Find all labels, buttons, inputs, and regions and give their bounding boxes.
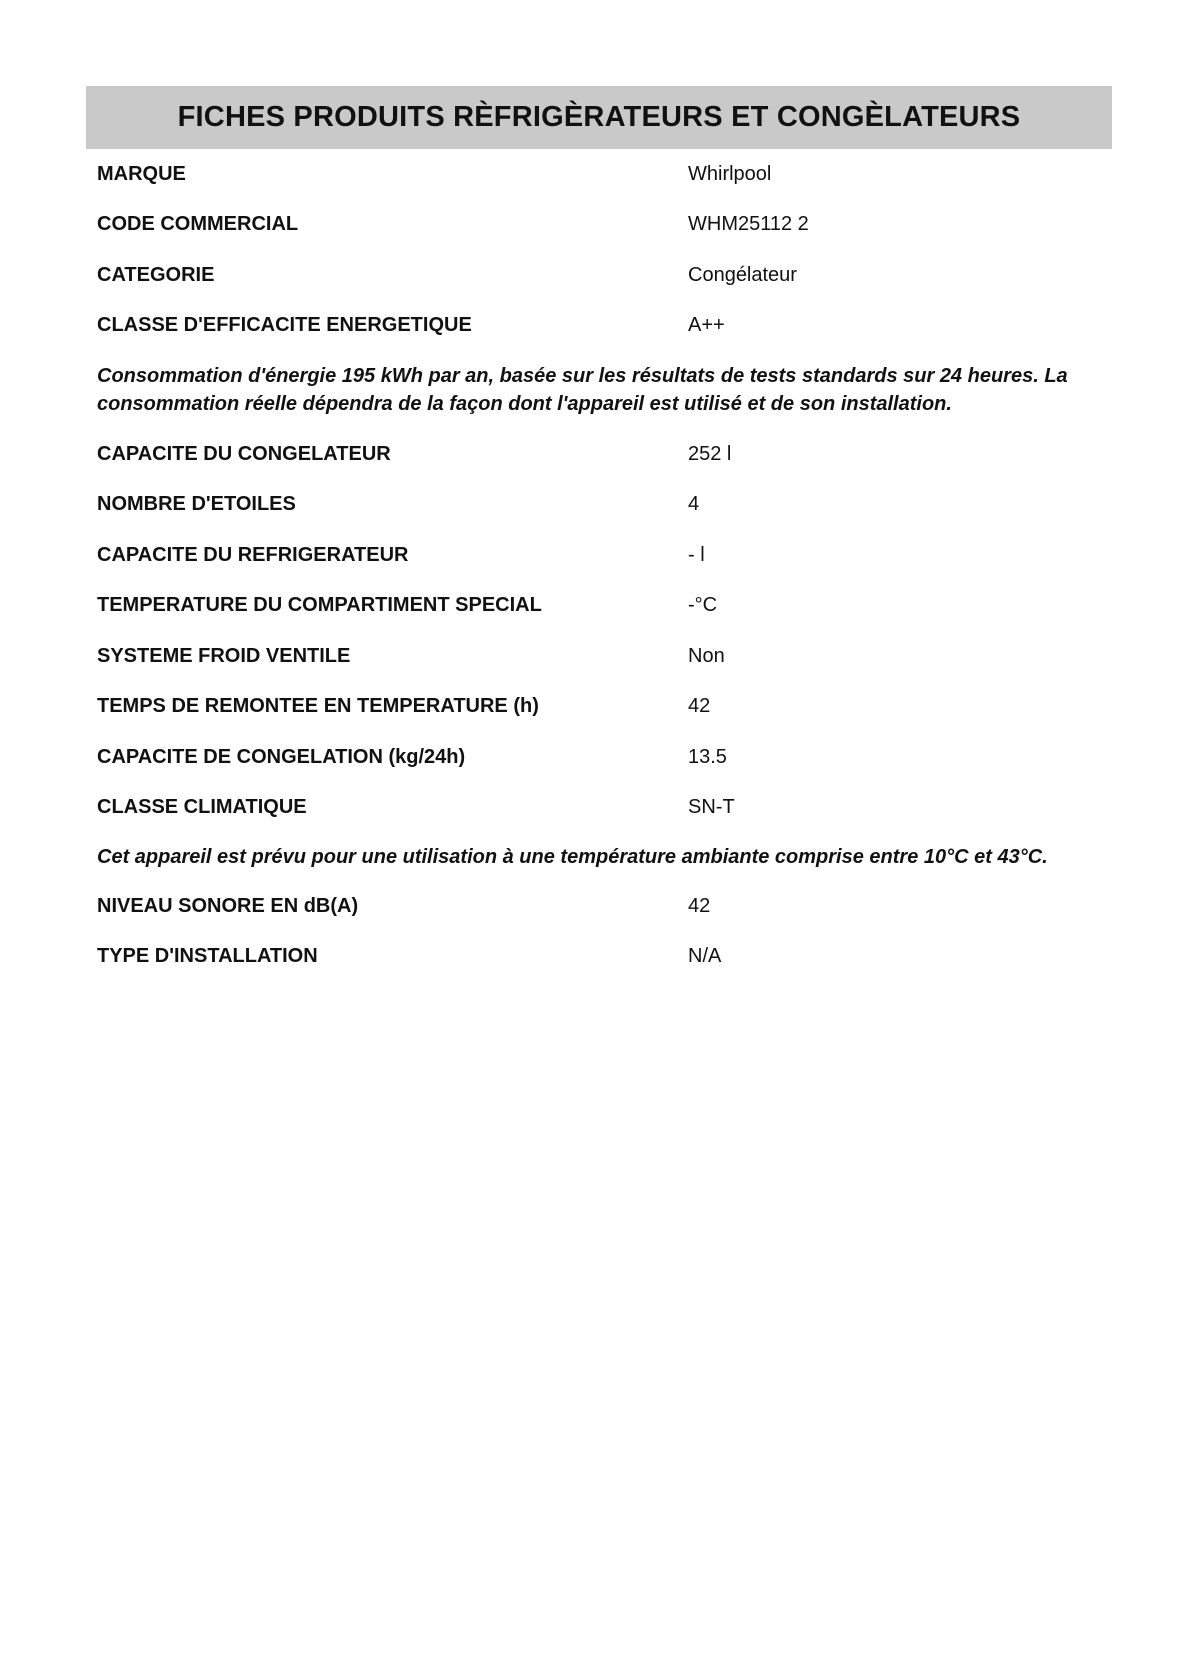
spec-label: SYSTEME FROID VENTILE [97,644,351,667]
spec-value: 252 l [688,442,732,465]
spec-value: -°C [688,594,718,617]
product-sheet [86,86,1112,982]
title-banner [86,86,1112,149]
climate-note: Cet appareil est prévu pour une utilisation à une température ambiante comprise entre 10°C et 43°C. [97,846,1048,868]
spec-value: SN-T [688,796,735,819]
spec-row-niveau-sonore [97,881,1101,932]
spec-label: NOMBRE D'ETOILES [97,493,296,516]
spec-label: CODE COMMERCIAL [97,213,299,236]
spec-row-froid-ventile [97,631,1101,682]
spec-row-categorie [97,250,1101,301]
spec-row-classe-energetique [97,301,1101,352]
spec-value: N/A [688,945,722,968]
spec-label: CAPACITE DE CONGELATION (kg/24h) [97,745,466,768]
spec-value: 13.5 [688,745,727,768]
energy-consumption-note: Consommation d'énergie 195 kWh par an, basée sur les résultats de tests standards sur 24 heures. La consommation réelle dépendra de la façon dont l'appareil est utilisé et de son installation. [97,365,1068,415]
spec-value: Non [688,644,725,667]
spec-label: CAPACITE DU CONGELATEUR [97,442,391,465]
spec-value: WHM25112 2 [688,213,809,236]
spec-row-temperature-compartiment [97,581,1101,632]
spec-row-temps-remontee [97,682,1101,733]
spec-row-marque [97,149,1101,200]
spec-value: - l [688,543,705,566]
spec-label: CLASSE D'EFFICACITE ENERGETIQUE [97,314,472,337]
spec-row-capacite-congelateur [97,429,1101,480]
spec-row-capacite-refrigerateur [97,530,1101,581]
spec-label: TYPE D'INSTALLATION [97,945,318,968]
spec-value: 42 [688,695,711,718]
spec-row-code-commercial [97,200,1101,251]
spec-label: NIVEAU SONORE EN dB(A) [97,894,359,917]
spec-row-nombre-etoiles [97,480,1101,531]
spec-value: 4 [688,493,700,516]
spec-label: TEMPERATURE DU COMPARTIMENT SPECIAL [97,594,542,617]
spec-label: CLASSE CLIMATIQUE [97,796,307,819]
spec-label: MARQUE [97,162,186,185]
spec-value: 42 [688,894,711,917]
spec-value: Whirlpool [688,162,772,185]
spec-row-type-installation [97,932,1101,983]
spec-label: CAPACITE DU REFRIGERATEUR [97,543,409,566]
spec-value: Congélateur [688,263,797,286]
spec-label: CATEGORIE [97,263,215,286]
spec-row-capacite-congelation [97,732,1101,783]
spec-value: A++ [688,314,725,337]
spec-table [86,149,1112,982]
spec-row-classe-climatique [97,783,1101,834]
page-title: FICHES PRODUITS RÈFRIGÈRATEURS ET CONGÈLATEURS [177,101,1021,133]
spec-label: TEMPS DE REMONTEE EN TEMPERATURE (h) [97,695,539,718]
